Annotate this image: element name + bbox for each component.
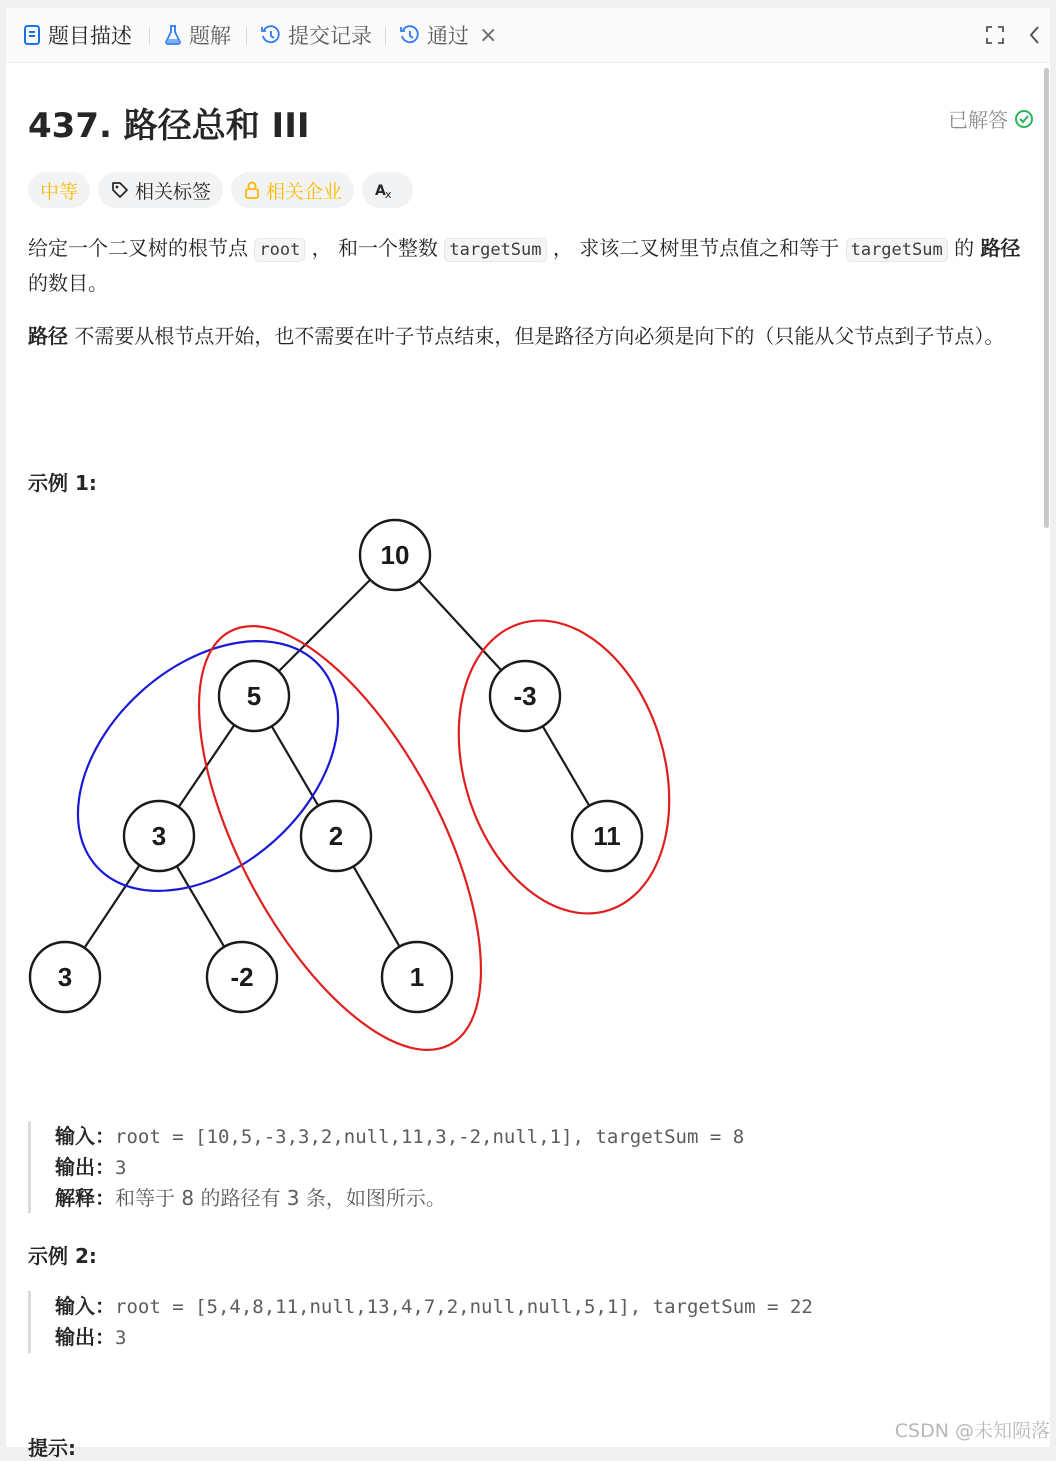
tree-node-label: 2 bbox=[328, 821, 344, 851]
chevron-left-icon[interactable] bbox=[1026, 24, 1044, 46]
difficulty-badge bbox=[28, 172, 90, 208]
example-1-tree-diagram bbox=[28, 508, 688, 1078]
tree-node-label: -2 bbox=[230, 962, 254, 992]
explain-label: 解释： bbox=[55, 1186, 115, 1210]
bold-text: 路径 bbox=[980, 236, 1021, 260]
difficulty-label: 中等 bbox=[40, 180, 79, 203]
tab-submissions[interactable] bbox=[260, 18, 372, 52]
example-1-block bbox=[28, 1121, 744, 1213]
description-paragraph-2 bbox=[28, 320, 1028, 353]
translate-icon bbox=[374, 180, 396, 200]
tree-node-label: 10 bbox=[380, 540, 410, 570]
tab-divider bbox=[385, 27, 386, 45]
inline-code: targetSum bbox=[846, 238, 948, 262]
example-output-row bbox=[55, 1152, 744, 1183]
tree-node-label: 11 bbox=[593, 821, 621, 851]
output-label: 输出： bbox=[55, 1155, 115, 1179]
related-companies-button[interactable] bbox=[231, 172, 354, 208]
related-tags-button[interactable] bbox=[98, 172, 223, 208]
history-icon bbox=[260, 24, 282, 46]
scrollbar[interactable] bbox=[1044, 68, 1049, 528]
problem-panel bbox=[6, 8, 1050, 1460]
text-segment: ， 和一个整数 bbox=[305, 236, 445, 260]
path-highlight-blue bbox=[30, 591, 387, 940]
tree-node-label: 5 bbox=[246, 681, 262, 711]
tree-node-label: 3 bbox=[151, 821, 167, 851]
history-icon bbox=[399, 24, 421, 46]
fullscreen-icon[interactable] bbox=[984, 24, 1006, 46]
example-input-row bbox=[55, 1291, 813, 1322]
tab-divider bbox=[149, 27, 150, 45]
text-segment: ， 求该二叉树里节点值之和等于 bbox=[546, 236, 846, 260]
tab-accepted[interactable] bbox=[399, 18, 497, 52]
output-value: 3 bbox=[115, 1327, 127, 1349]
example-output-row bbox=[55, 1322, 813, 1353]
tab-description[interactable] bbox=[22, 18, 132, 52]
related-tags-label: 相关标签 bbox=[135, 180, 212, 203]
text-segment: 的数目。 bbox=[28, 271, 108, 295]
tree-node-label: -3 bbox=[513, 681, 537, 711]
tab-description-label: 题目描述 bbox=[48, 24, 132, 48]
input-label: 输入： bbox=[55, 1294, 115, 1318]
lock-icon bbox=[243, 180, 261, 200]
description-paragraph-1 bbox=[28, 232, 1028, 300]
input-label: 输入： bbox=[55, 1124, 115, 1148]
page-title: 437. 路径总和 III bbox=[28, 106, 310, 146]
watermark: CSDN @未知陨落 bbox=[894, 1420, 1050, 1442]
tag-row bbox=[28, 172, 413, 208]
translate-button[interactable] bbox=[362, 172, 413, 208]
example-2-heading: 示例 2: bbox=[28, 1244, 97, 1268]
inline-code: targetSum bbox=[444, 238, 546, 262]
tree-labels bbox=[58, 540, 621, 992]
tab-bar bbox=[6, 8, 1050, 63]
description-icon bbox=[22, 24, 42, 46]
example-input-row bbox=[55, 1121, 744, 1152]
related-companies-label: 相关企业 bbox=[266, 180, 343, 203]
svg-text:x: x bbox=[385, 188, 392, 201]
hints-heading: 提示: bbox=[28, 1436, 76, 1460]
svg-text:A: A bbox=[375, 183, 386, 199]
tree-edges bbox=[65, 555, 607, 977]
bold-text: 路径 bbox=[28, 324, 68, 348]
tag-icon bbox=[110, 180, 130, 200]
explain-value: 和等于 8 的路径有 3 条，如图所示。 bbox=[115, 1186, 446, 1210]
tab-submissions-label: 提交记录 bbox=[288, 24, 372, 48]
path-highlight-red bbox=[425, 594, 704, 939]
solved-status bbox=[948, 104, 1034, 133]
tree-node-label: 1 bbox=[409, 962, 425, 992]
example-2-block bbox=[28, 1291, 813, 1353]
input-value: root = [5,4,8,11,null,13,4,7,2,null,null,5,1], targetSum = 22 bbox=[115, 1296, 813, 1318]
text-segment: 不需要从根节点开始，也不需要在叶子节点结束，但是路径方向必须是向下的（只能从父节点到子节点）。 bbox=[68, 324, 1005, 348]
inline-code: root bbox=[254, 238, 305, 262]
example-1-heading: 示例 1: bbox=[28, 471, 97, 495]
output-label: 输出： bbox=[55, 1325, 115, 1349]
output-value: 3 bbox=[115, 1157, 127, 1179]
tab-accepted-label: 通过 bbox=[427, 24, 469, 48]
tree-node-label: 3 bbox=[57, 962, 73, 992]
tree-nodes bbox=[30, 520, 642, 1012]
tab-solutions[interactable] bbox=[163, 18, 231, 52]
close-tab-icon[interactable]: × bbox=[479, 22, 498, 48]
input-value: root = [10,5,-3,3,2,null,11,3,-2,null,1], targetSum = 8 bbox=[115, 1126, 745, 1148]
example-explain-row bbox=[55, 1183, 744, 1213]
tab-divider bbox=[246, 27, 247, 45]
solved-label: 已解答 bbox=[948, 108, 1008, 132]
text-segment: 给定一个二叉树的根节点 bbox=[28, 236, 255, 260]
tab-solutions-label: 题解 bbox=[189, 24, 231, 48]
text-segment: 的 bbox=[947, 236, 981, 260]
check-circle-icon bbox=[1014, 109, 1034, 129]
flask-icon bbox=[163, 24, 183, 46]
